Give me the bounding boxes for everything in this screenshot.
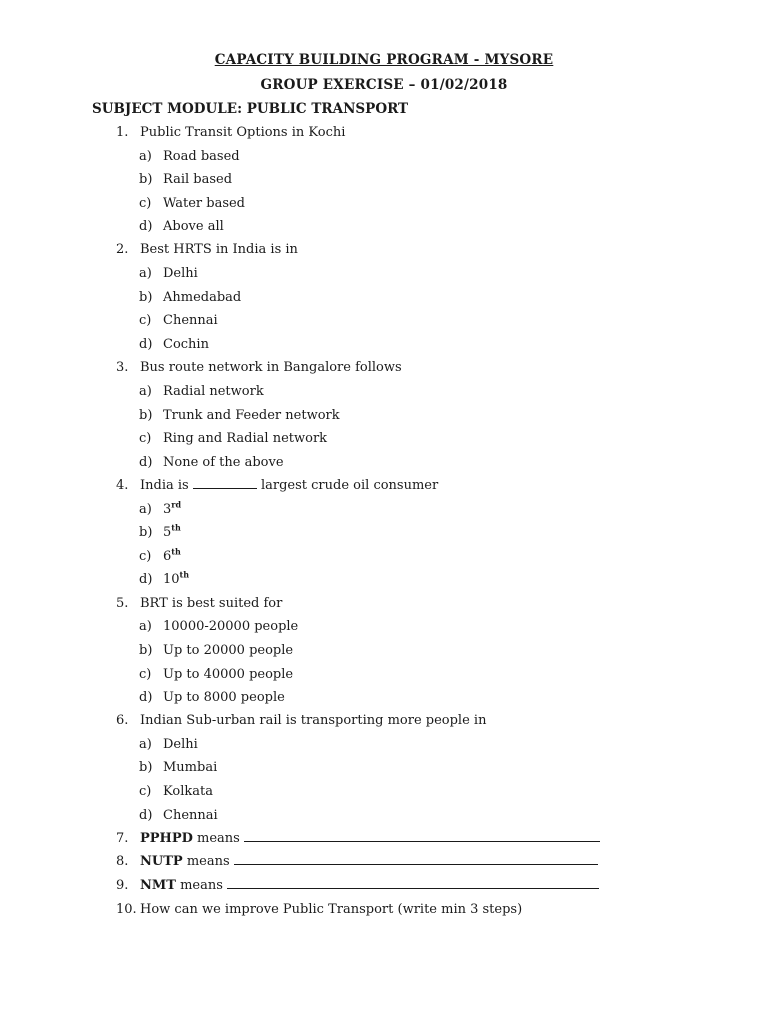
- question-7: [116, 831, 600, 846]
- answer-blank[interactable]: [234, 855, 598, 865]
- option: d) 10th: [139, 569, 190, 587]
- question-8: [116, 854, 598, 869]
- option: a) 10000-20000 people: [139, 619, 299, 634]
- document-subtitle: GROUP EXERCISE – 01/02/2018: [260, 77, 508, 93]
- subject-module: SUBJECT MODULE: PUBLIC TRANSPORT: [92, 101, 409, 117]
- option: b) Up to 20000 people: [139, 643, 294, 658]
- question-number: 7.: [116, 831, 129, 846]
- question-3: [116, 360, 402, 375]
- question-term: PPHPD: [140, 831, 193, 846]
- question-text-before: India is: [140, 478, 189, 493]
- question-text: How can we improve Public Transport (write min 3 steps): [140, 902, 523, 917]
- question-10: [116, 902, 522, 917]
- question-6: [116, 713, 486, 728]
- question-text: Public Transit Options in Kochi: [140, 125, 346, 140]
- option: d) Cochin: [139, 337, 209, 352]
- option: d) Above all: [139, 219, 224, 234]
- answer-blank[interactable]: [193, 479, 257, 489]
- option: b) 5th: [139, 522, 181, 540]
- question-number: 5.: [116, 596, 129, 611]
- question-text: BRT is best suited for: [140, 596, 283, 611]
- option: c) Water based: [139, 196, 246, 211]
- option: d) Up to 8000 people: [139, 690, 285, 705]
- option: c) 6th: [139, 546, 181, 564]
- question-2: [116, 242, 298, 257]
- document-title: CAPACITY BUILDING PROGRAM - MYSORE: [214, 52, 554, 68]
- option: b) Ahmedabad: [139, 290, 242, 305]
- option: c) Chennai: [139, 313, 218, 328]
- option: a) Road based: [139, 149, 240, 164]
- option: b) Rail based: [139, 172, 233, 187]
- question-term: NUTP: [140, 854, 183, 869]
- option: c) Up to 40000 people: [139, 667, 294, 682]
- option: a) Radial network: [139, 384, 264, 399]
- question-text: means: [180, 878, 223, 893]
- answer-blank[interactable]: [244, 832, 600, 842]
- question-text: Bus route network in Bangalore follows: [140, 360, 402, 375]
- option: d) None of the above: [139, 455, 284, 470]
- question-number: 3.: [116, 360, 129, 375]
- option: b) Mumbai: [139, 760, 218, 775]
- option: a) Delhi: [139, 266, 198, 281]
- question-9: [116, 878, 599, 893]
- question-number: 8.: [116, 854, 129, 869]
- option: c) Kolkata: [139, 784, 213, 799]
- question-number: 4.: [116, 478, 129, 493]
- answer-blank[interactable]: [227, 879, 599, 889]
- question-number: 9.: [116, 878, 129, 893]
- question-5: [116, 596, 282, 611]
- option: a) 3rd: [139, 499, 182, 517]
- option: c) Ring and Radial network: [139, 431, 328, 446]
- question-4: [116, 478, 438, 493]
- question-number: 2.: [116, 242, 129, 257]
- question-number: 6.: [116, 713, 129, 728]
- option: a) Delhi: [139, 737, 198, 752]
- question-text: Indian Sub-urban rail is transporting more people in: [140, 713, 487, 728]
- question-text-after: largest crude oil consumer: [260, 478, 439, 493]
- question-text: means: [197, 831, 240, 846]
- question-number: 10.: [116, 902, 137, 917]
- option: d) Chennai: [139, 808, 218, 823]
- question-text: means: [186, 854, 230, 869]
- option: b) Trunk and Feeder network: [139, 408, 340, 423]
- question-1: [116, 125, 345, 140]
- question-number: 1.: [116, 125, 129, 140]
- question-term: NMT: [140, 878, 176, 893]
- question-text: Best HRTS in India is in: [140, 242, 298, 257]
